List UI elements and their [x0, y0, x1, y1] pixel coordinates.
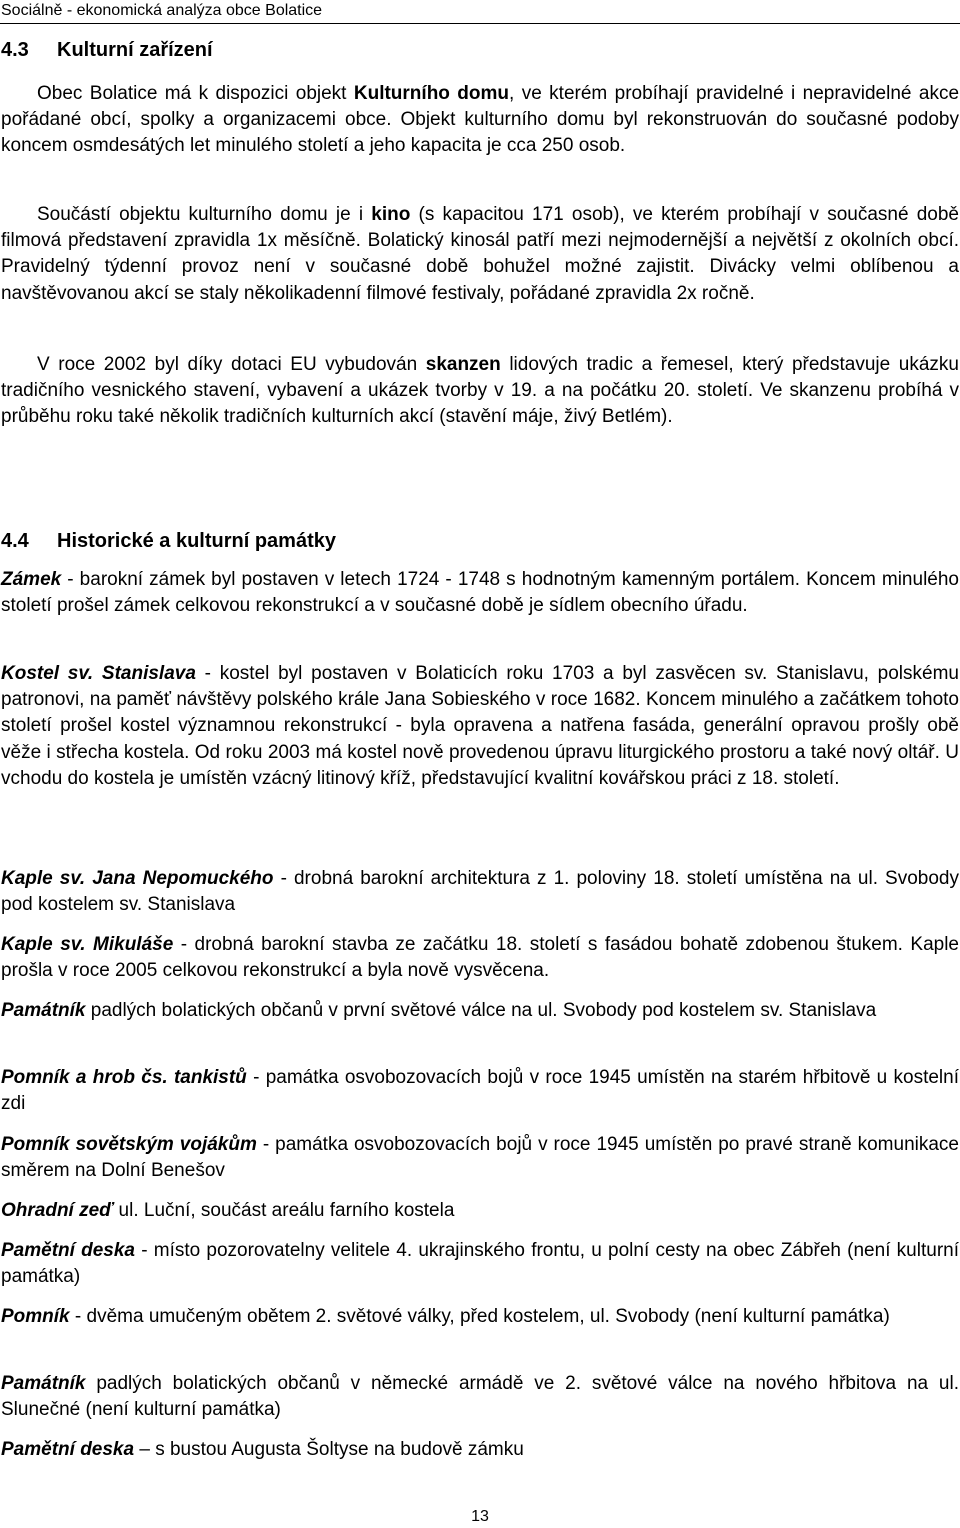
section-number: 4.3	[1, 39, 29, 61]
monument-term: Památník	[1, 1000, 86, 1021]
monument-description: - místo pozorovatelny velitele 4. ukrajinského frontu, u polní cesty na obec Zábřeh (není kulturní památka)	[1, 1240, 959, 1288]
monument-description: - památka osvobozovacích bojů v roce 1945 umístěn na starém hřbitově u kostelní zdi	[1, 1067, 959, 1115]
paragraph-text: Součástí objektu kulturního domu je i	[37, 204, 372, 225]
section-title: Kulturní zařízení	[57, 39, 213, 61]
monument-item	[1, 866, 959, 918]
monument-description: – s bustou Augusta Šoltyse na budově zámku	[134, 1439, 524, 1460]
running-header	[0, 0, 960, 24]
monument-term: Ohradní zeď	[1, 1200, 114, 1221]
monument-term: Kaple sv. Jana Nepomuckého	[1, 868, 274, 889]
monument-item	[1, 1304, 959, 1330]
monument-term: Kaple sv. Mikuláše	[1, 934, 174, 955]
monument-description: - barokní zámek byl postaven v letech 1724 - 1748 s hodnotným kamenným portálem. Koncem minulého století prošel zámek celkovou rekonstrukcí a v současné době je sídlem obecního úřadu.	[1, 569, 959, 617]
monument-description: - drobná barokní architektura z 1. poloviny 18. století umístěna na ul. Svobody pod kostelem sv. Stanislava	[1, 868, 959, 916]
monument-item	[1, 1065, 959, 1117]
monument-item	[1, 1238, 959, 1290]
monument-term: Pamětní deska	[1, 1439, 135, 1460]
running-header-title: Sociálně - ekonomická analýza obce Bolatice	[1, 2, 323, 19]
monument-item	[1, 1198, 959, 1224]
page-number: 13	[471, 1508, 489, 1525]
monument-item	[1, 932, 959, 984]
monument-term: Pomník	[1, 1306, 70, 1327]
monument-item	[1, 998, 959, 1024]
monument-description: padlých bolatických občanů v první světové válce na ul. Svobody pod kostelem sv. Stanislava	[85, 1000, 877, 1021]
monument-item	[1, 1132, 959, 1184]
section-heading-4-4	[1, 529, 336, 553]
section-number: 4.4	[1, 530, 29, 552]
monument-description: - památka osvobozovacích bojů v roce 1945 umístěn po pravé straně komunikace směrem na Dolní Benešov	[1, 1134, 959, 1182]
paragraph-kino	[1, 202, 959, 307]
paragraph-text: (s kapacitou 171 osob), ve kterém probíhají v současné době filmová představení zpravidla 1x měsíčně. Bolatický kinosál patří mezi nejmodernější a největší z okolních obcí. Pravidelný týdenní provoz není v současné době bohužel možné zajistit. Divácky velmi oblíbenou a navštěvovanou akcí se staly několikadenní filmové festivaly, pořádané zpravidla 2x ročně.	[1, 204, 959, 304]
section-heading-4-3	[1, 38, 213, 62]
paragraph-text: V roce 2002 byl díky dotaci EU vybudován	[37, 354, 426, 375]
paragraph-skanzen	[1, 352, 959, 431]
paragraph-bold: kino	[371, 204, 411, 225]
monument-term: Pamětní deska	[1, 1240, 135, 1261]
monument-item	[1, 1437, 959, 1463]
monument-term: Pomník a hrob čs. tankistů	[1, 1067, 247, 1088]
monument-item	[1, 1371, 959, 1423]
monument-description: ul. Luční, součást areálu farního kostela	[113, 1200, 455, 1221]
paragraph-kulturni-dum	[1, 81, 959, 160]
section-title: Historické a kulturní památky	[57, 530, 336, 552]
monument-item	[1, 567, 959, 619]
monument-term: Kostel sv. Stanislava	[1, 663, 196, 684]
monument-description: padlých bolatických občanů v německé armádě ve 2. světové válce na nového hřbitova na ul. Slunečné (není kulturní památka)	[1, 1373, 959, 1421]
monument-term: Pomník sovětským vojákům	[1, 1134, 257, 1155]
paragraph-text: , ve kterém probíhají pravidelné i nepravidelné akce pořádané obcí, spolky a organizacemi obce. Objekt kulturního domu byl rekonstruován do současné podoby koncem osmdesátých let minulého století a jeho kapacita je cca 250 osob.	[1, 83, 960, 157]
paragraph-text: Obec Bolatice má k dispozici objekt	[37, 83, 354, 104]
monument-description: - kostel byl postaven v Bolaticích roku 1703 a byl zasvěcen sv. Stanislavu, polskému patronovi, na paměť návštěvy polského krále Jana Sobieského v roce 1682. Koncem minulého a začátkem tohoto století prošel kostel významnou rekonstrukcí - byla opravena a natřena fasáda, generální opravou prošly obě věže i střecha kostela. Od roku 2003 má kostel nově provedenou úpravu liturgického prostoru a také nový oltář. U vchodu do kostela je umístěn vzácný litinový kříž, představující kvalitní kovářskou práci z 18. století.	[1, 663, 959, 789]
monument-description: - dvěma umučeným obětem 2. světové války, před kostelem, ul. Svobody (není kulturní památka)	[69, 1306, 890, 1327]
paragraph-bold: Kulturního domu	[353, 83, 510, 104]
monument-term: Památník	[1, 1373, 86, 1394]
paragraph-text: lidových tradic a řemesel, který představuje ukázku tradičního vesnického stavení, vybavení a ukázek tvorby v 19. a na počátku 20. století. Ve skanzenu probíhá v průběhu roku také několik tradičních kulturních akcí (stavění máje, živý Betlém).	[1, 354, 959, 428]
monument-description: - drobná barokní stavba ze začátku 18. století s fasádou bohatě zdobenou štukem. Kaple prošla v roce 2005 celkovou rekonstrukcí a byla nově vysvěcena.	[1, 934, 959, 982]
paragraph-bold: skanzen	[425, 354, 501, 375]
monument-term: Zámek	[1, 569, 62, 590]
monument-item	[1, 661, 959, 792]
